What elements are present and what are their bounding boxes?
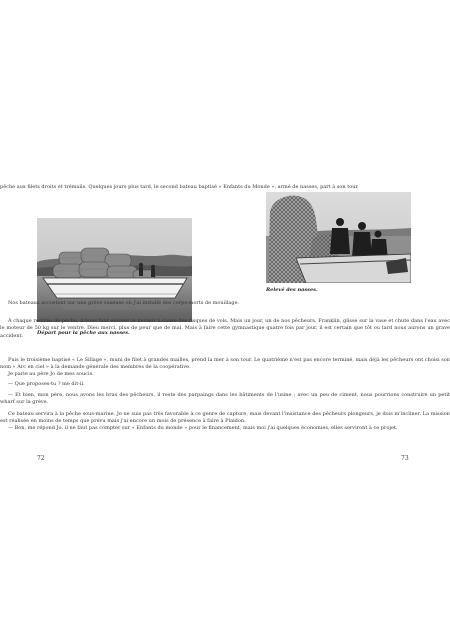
left-paragraph-1: pêche aux filets droits et trémails. Quelques jours plus tard, le second bateau baptisé « Enfants du Monde », armé de nasses, part à son tour. bbox=[0, 184, 359, 190]
left-paragraph-3: Ce bateau servira à la pêche sous-marine. Je ne suis pas très favorable à ce genre de capture, mais devant l'insistance des pêcheurs plongeurs, je dois m'incliner. La mission est réalisée en moins de temps que prévu mais j'ai encore un mois de présence à faire à Plaidon. bbox=[0, 411, 450, 425]
right-paragraph-4: — Que proposes-tu ? me dit-il. bbox=[8, 381, 85, 387]
right-page-number: 73 bbox=[401, 455, 409, 462]
right-paragraph-6: — Bon, me répond Jo, il ne faut pas compter sur « Enfants du monde » pour le financement, mais moi j'ai quelques économies, elles serviront à ce projet. bbox=[8, 425, 398, 431]
left-paragraph-2: Puis le troisième baptisé « Le Sillage », muni de filet à grandes mailles, prend la mer à son tour. Le quatrième n'est pas encore terminé, mais déjà les pêcheurs ont choisi son nom « Arc en ciel » à la demande générale des membres de la coopérative. bbox=[0, 357, 450, 371]
photo-fishermen-with-nets-image bbox=[266, 192, 411, 283]
left-page-number: 72 bbox=[37, 455, 45, 462]
right-paragraph-2: À chaque rentrée de pêche, il nous faut enlever le moteur à cause des risques de vols. Mais un jour, un de nos pêcheurs, Franklin, glisse sur la vase et chute dans l'eau avec le moteur de 50 kg sur le ventre. Dieu merci, plus de peur que de mal. Mais à faire cette gymnastique quatre fois par jour, il est certain que tôt ou tard nous aurons un grave accident. bbox=[0, 318, 450, 339]
right-photo-caption: Relevé des nasses. bbox=[266, 287, 318, 293]
right-paragraph-1: Nos bateaux accostent sur une grève vaseuse où j'ai installé des corps-morts de mouillage. bbox=[8, 300, 240, 306]
photo-fishermen-with-nets bbox=[266, 192, 411, 283]
right-paragraph-3: Je parle au père Jo de mes soucis. bbox=[8, 371, 94, 377]
left-photo-caption: Départ pour la pêche aux nasses. bbox=[37, 330, 130, 336]
right-paragraph-5: — Et bien, mon père, nous avons les bras des pêcheurs, il reste des parpaings dans les bâtiments de l'usine ; avec un peu de ciment, nous pourrions construire un petit wharf sur la grève. bbox=[0, 392, 450, 406]
